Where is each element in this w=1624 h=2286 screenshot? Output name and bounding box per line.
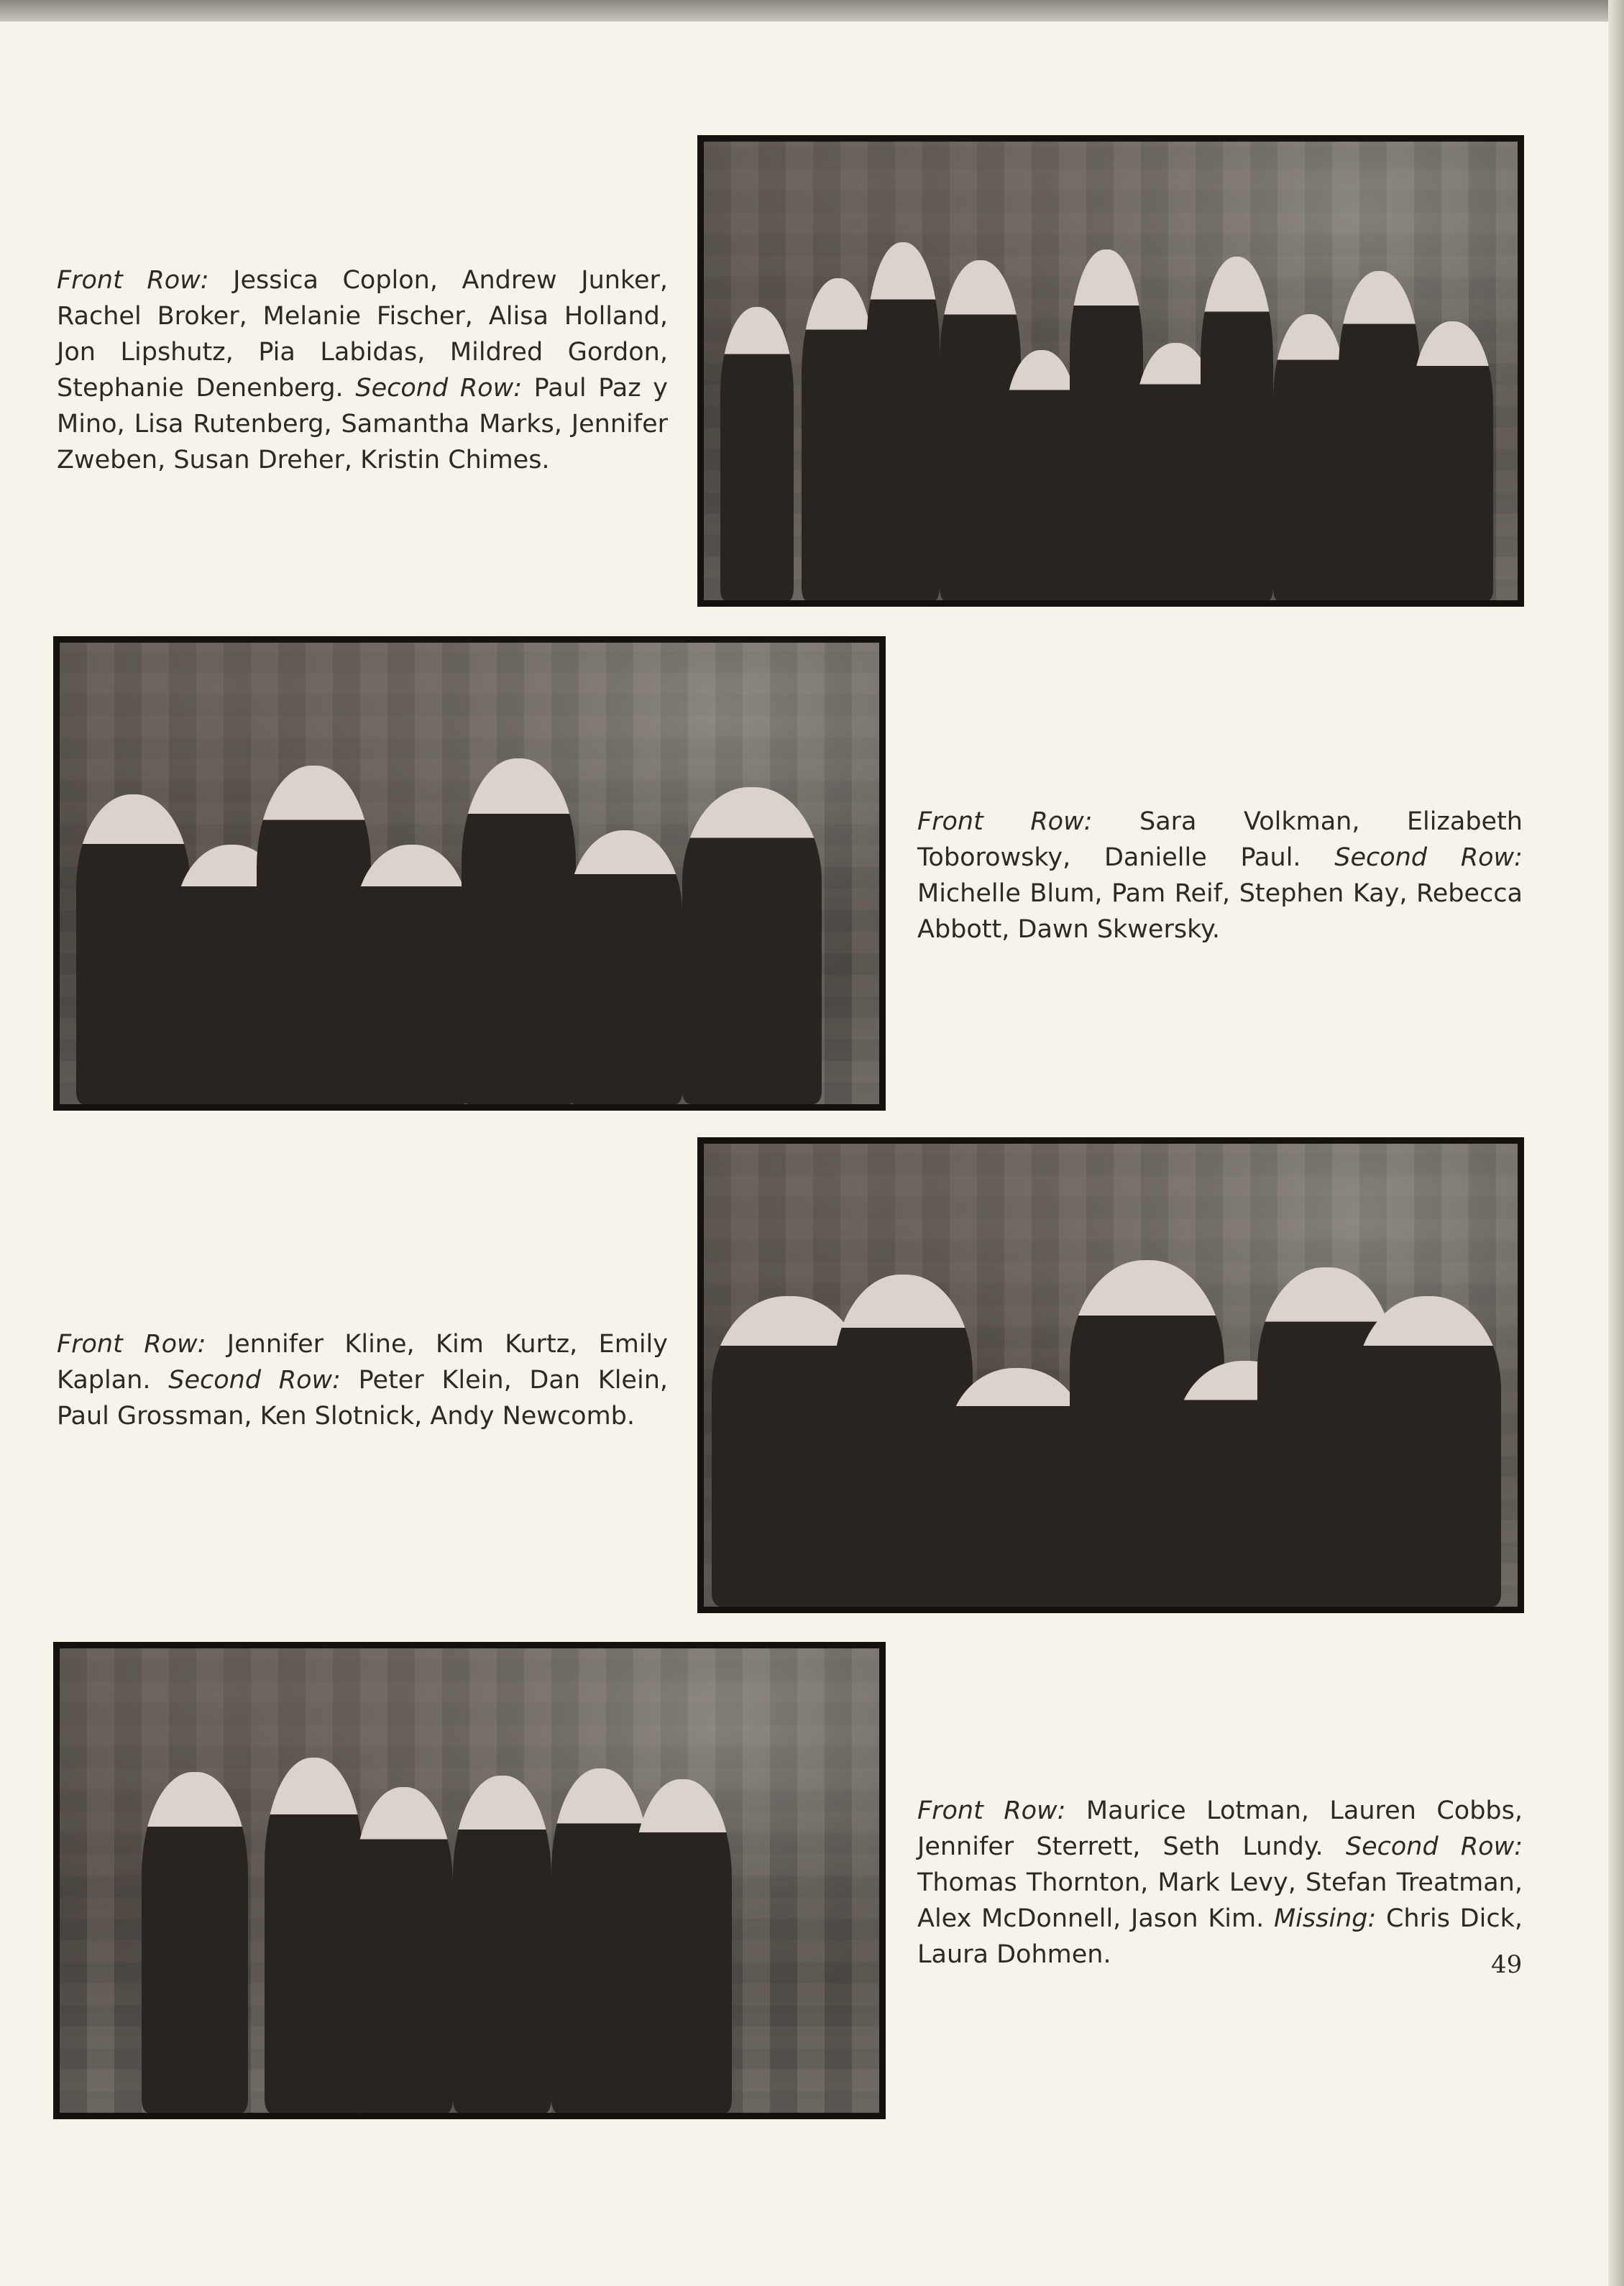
caption-row-label: Second Row:: [168, 1366, 341, 1395]
scan-right-edge: [1608, 0, 1624, 2286]
caption-row-label: Second Row:: [355, 374, 522, 403]
group-photo-2: [53, 636, 886, 1111]
caption-names: Maurice Lotman, Lauren Cobbs, Jennifer Sterrett, Seth Lundy.: [917, 1796, 1523, 1861]
caption-names: Jessica Coplon, Andrew Junker, Rachel Broker, Melanie Fischer, Alisa Holland, Jon Lipshutz, Pia Labidas, Mildred Gordon, Stephanie Denenberg.: [57, 266, 669, 403]
caption-names: Paul Paz y Mino, Lisa Rutenberg, Samantha Marks, Jennifer Zweben, Susan Dreher, Kristin Chimes.: [57, 374, 668, 474]
caption-row-label: Front Row:: [917, 1796, 1066, 1825]
caption-row-label: Front Row:: [57, 1330, 206, 1359]
photo-people: [704, 1246, 1518, 1607]
caption-group-3: [57, 1326, 668, 1434]
caption-names: Michelle Blum, Pam Reif, Stephen Kay, Rebecca Abbott, Dawn Skwersky.: [917, 879, 1523, 944]
photo-people: [60, 744, 879, 1104]
caption-group-2: [917, 804, 1523, 947]
group-photo-1: [697, 135, 1524, 607]
caption-group-4: [917, 1793, 1523, 1973]
caption-names: Peter Klein, Dan Klein, Paul Grossman, Ken Slotnick, Andy Newcomb.: [57, 1366, 668, 1431]
photo-people: [60, 1750, 879, 2113]
caption-names: Thomas Thornton, Mark Levy, Stefan Treatman, Alex McDonnell, Jason Kim.: [917, 1868, 1523, 1933]
photo-people: [704, 242, 1518, 600]
caption-names: Sara Volkman, Elizabeth Toborowsky, Danielle Paul.: [917, 807, 1523, 872]
caption-row-label: Second Row:: [1345, 1832, 1523, 1861]
page-number: 49: [1491, 1950, 1523, 1979]
group-photo-3: [697, 1137, 1524, 1613]
caption-row-label: Missing:: [1273, 1904, 1377, 1933]
caption-names: Jennifer Kline, Kim Kurtz, Emily Kaplan.: [57, 1330, 668, 1395]
caption-names: Chris Dick, Laura Dohmen.: [917, 1904, 1523, 1969]
caption-row-label: Second Row:: [1334, 843, 1523, 872]
caption-row-label: Front Row:: [57, 266, 209, 295]
caption-row-label: Front Row:: [917, 807, 1093, 836]
group-photo-4: [53, 1642, 886, 2119]
scan-top-edge: [0, 0, 1624, 22]
caption-group-1: [57, 262, 668, 478]
